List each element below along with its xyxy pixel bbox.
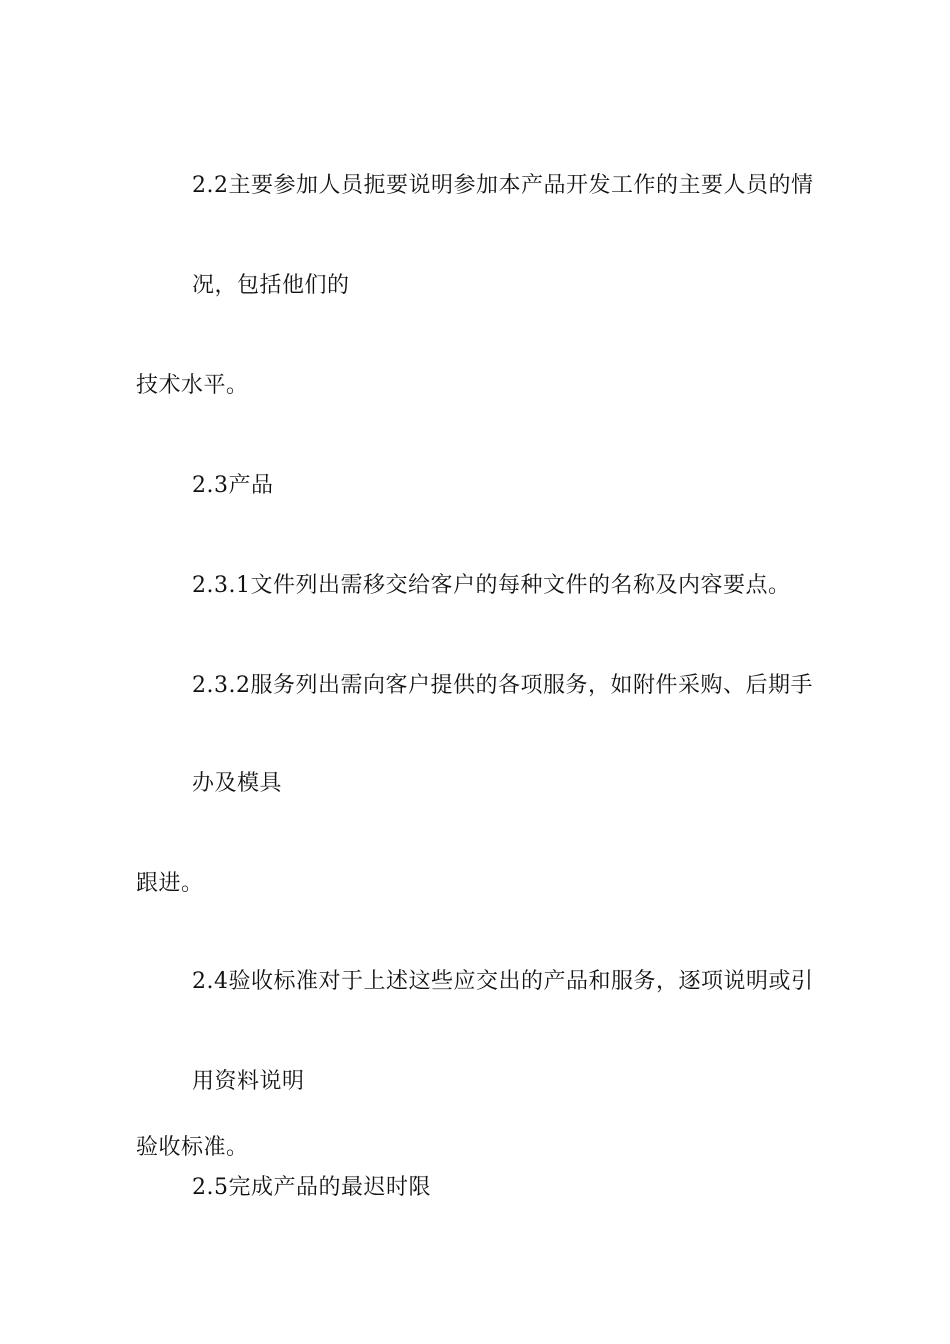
paragraph-2-4-line-3: 验收标准。 (136, 1135, 249, 1160)
paragraph-2-3-2-line-2: 办及模具 (192, 771, 283, 796)
heading-2-3: 2.3产品 (192, 473, 274, 498)
paragraph-2-3-2-line-1: 2.3.2服务列出需向客户提供的各项服务，如附件采购、后期手 (192, 673, 813, 698)
paragraph-2-4-line-2: 用资料说明 (192, 1069, 305, 1094)
heading-2-5: 2.5完成产品的最迟时限 (192, 1175, 431, 1200)
paragraph-2-4-line-1: 2.4验收标准对于上述这些应交出的产品和服务，逐项说明或引 (192, 969, 814, 994)
paragraph-2-3-1: 2.3.1文件列出需移交给客户的每种文件的名称及内容要点。 (192, 573, 791, 598)
paragraph-2-2-line-3: 技术水平。 (136, 373, 249, 398)
paragraph-2-2-line-1: 2.2主要参加人员扼要说明参加本产品开发工作的主要人员的情 (192, 173, 814, 198)
paragraph-2-2-line-2: 况，包括他们的 (192, 273, 350, 298)
paragraph-2-3-2-line-3: 跟进。 (136, 871, 204, 896)
